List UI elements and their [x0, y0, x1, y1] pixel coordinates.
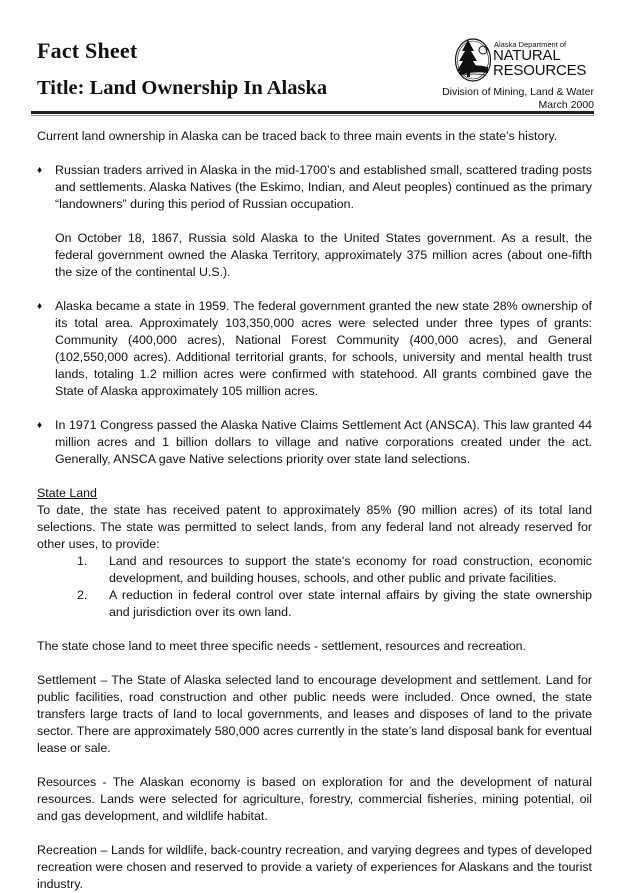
bullet-paragraph: In 1971 Congress passed the Alaska Native Claims Settlement Act (ANSCA). This law granted 44 million acres and 1 billion dollars to village and native corporations created under the act. Generally, ANSCA gave Native selections priority over state land selections.	[55, 418, 592, 466]
bullet-paragraph: On October 18, 1867, Russia sold Alaska to the United States government. As a result, the federal government owned the Alaska Territory, approximately 375 million acres (about one-fifth the size of the continental U.S.).	[55, 231, 592, 279]
item-text: A reduction in federal control over state internal affairs by giving the state ownership and jurisdiction over its own land.	[109, 588, 592, 619]
bullet-ansca	[37, 417, 592, 468]
state-land-paragraph: To date, the state has received patent to approximately 85% (90 million acres) of its total land selections. The state was permitted to select lands, from any federal land not already reserved for other uses, to provide:	[37, 503, 592, 551]
logo-dept-line: Alaska Department of	[494, 40, 567, 49]
item-number: 2.	[77, 588, 88, 602]
bullet-paragraph: Russian traders arrived in Alaska in the mid-1700’s and established small, scattered trading posts and settlements. Alaska Natives (the Eskimo, Indian, and Aleut peoples) continued as the primary “landowners” during this period of Russian occupation.	[55, 163, 592, 211]
bullet-paragraph: Alaska became a state in 1959. The federal government granted the new state 28% ownership of its total area. Approximately 103,350,000 acres were selected under three types of grants: Community (400,000 acres), National Forest Community (400,000 acres), and General (102,550,000 acres). Additional territorial grants, for schools, university and mental health trust lands, totaling 1.2 million acres were confirmed with statehood. All grants combined gave the State of Alaska approximately 105 million acres.	[55, 299, 592, 398]
needs-intro-paragraph: The state chose land to meet three specific needs - settlement, resources and recreation.	[37, 639, 527, 653]
item-number: 1.	[77, 554, 88, 568]
section-heading-state-land: State Land	[37, 486, 97, 500]
diamond-bullet-icon: ♦	[37, 165, 43, 176]
diamond-bullet-icon: ♦	[37, 420, 43, 431]
division-block	[442, 86, 594, 112]
diamond-bullet-icon: ♦	[37, 301, 43, 312]
publication-date: March 2000	[538, 99, 594, 111]
bullet-russian-era	[37, 162, 592, 281]
logo-name-line2: RESOURCES	[493, 62, 587, 79]
logo-name-line1: NATURAL	[493, 47, 561, 64]
document-header	[31, 0, 594, 118]
fact-sheet-label: Fact Sheet	[37, 38, 138, 63]
header-rule-thin	[31, 115, 594, 116]
document-body	[37, 128, 592, 893]
numbered-item	[37, 587, 592, 621]
intro-paragraph: Current land ownership in Alaska can be traced back to three main events in the state’s history.	[37, 129, 558, 143]
fact-sheet-page	[31, 0, 594, 891]
division-name: Division of Mining, Land & Water	[442, 86, 594, 98]
resources-paragraph: Resources - The Alaskan economy is based on exploration for and the development of natural resources. Lands were selected for agriculture, forestry, commercial fisheries, mining potential, oil and gas development, and wildlife habitat.	[37, 775, 592, 823]
item-text: Land and resources to support the state's economy for road construction, economic development, and building houses, schools, and other public and private facilities.	[109, 554, 592, 585]
bullet-statehood	[37, 298, 592, 400]
numbered-item	[37, 553, 592, 587]
tree-landscape-seal-icon	[454, 37, 494, 83]
header-rule	[31, 111, 594, 114]
logo-name	[493, 48, 586, 78]
dnr-logo	[454, 37, 594, 83]
recreation-paragraph: Recreation – Lands for wildlife, back-country recreation, and varying degrees and types of developed recreation were chosen and reserved to provide a variety of experiences for Alaskans and the tourist industry.	[37, 843, 592, 891]
document-title: Title: Land Ownership In Alaska	[37, 77, 328, 99]
settlement-paragraph: Settlement – The State of Alaska selected land to encourage development and settlement. Land for public facilities, road construction and other public needs were included. Once owned, the state transfers large tracts of land to local governments, and leases and disposes of land to the private sector. There are approximately 580,000 acres currently in the state’s land disposal bank for eventual lease or sale.	[37, 673, 592, 755]
